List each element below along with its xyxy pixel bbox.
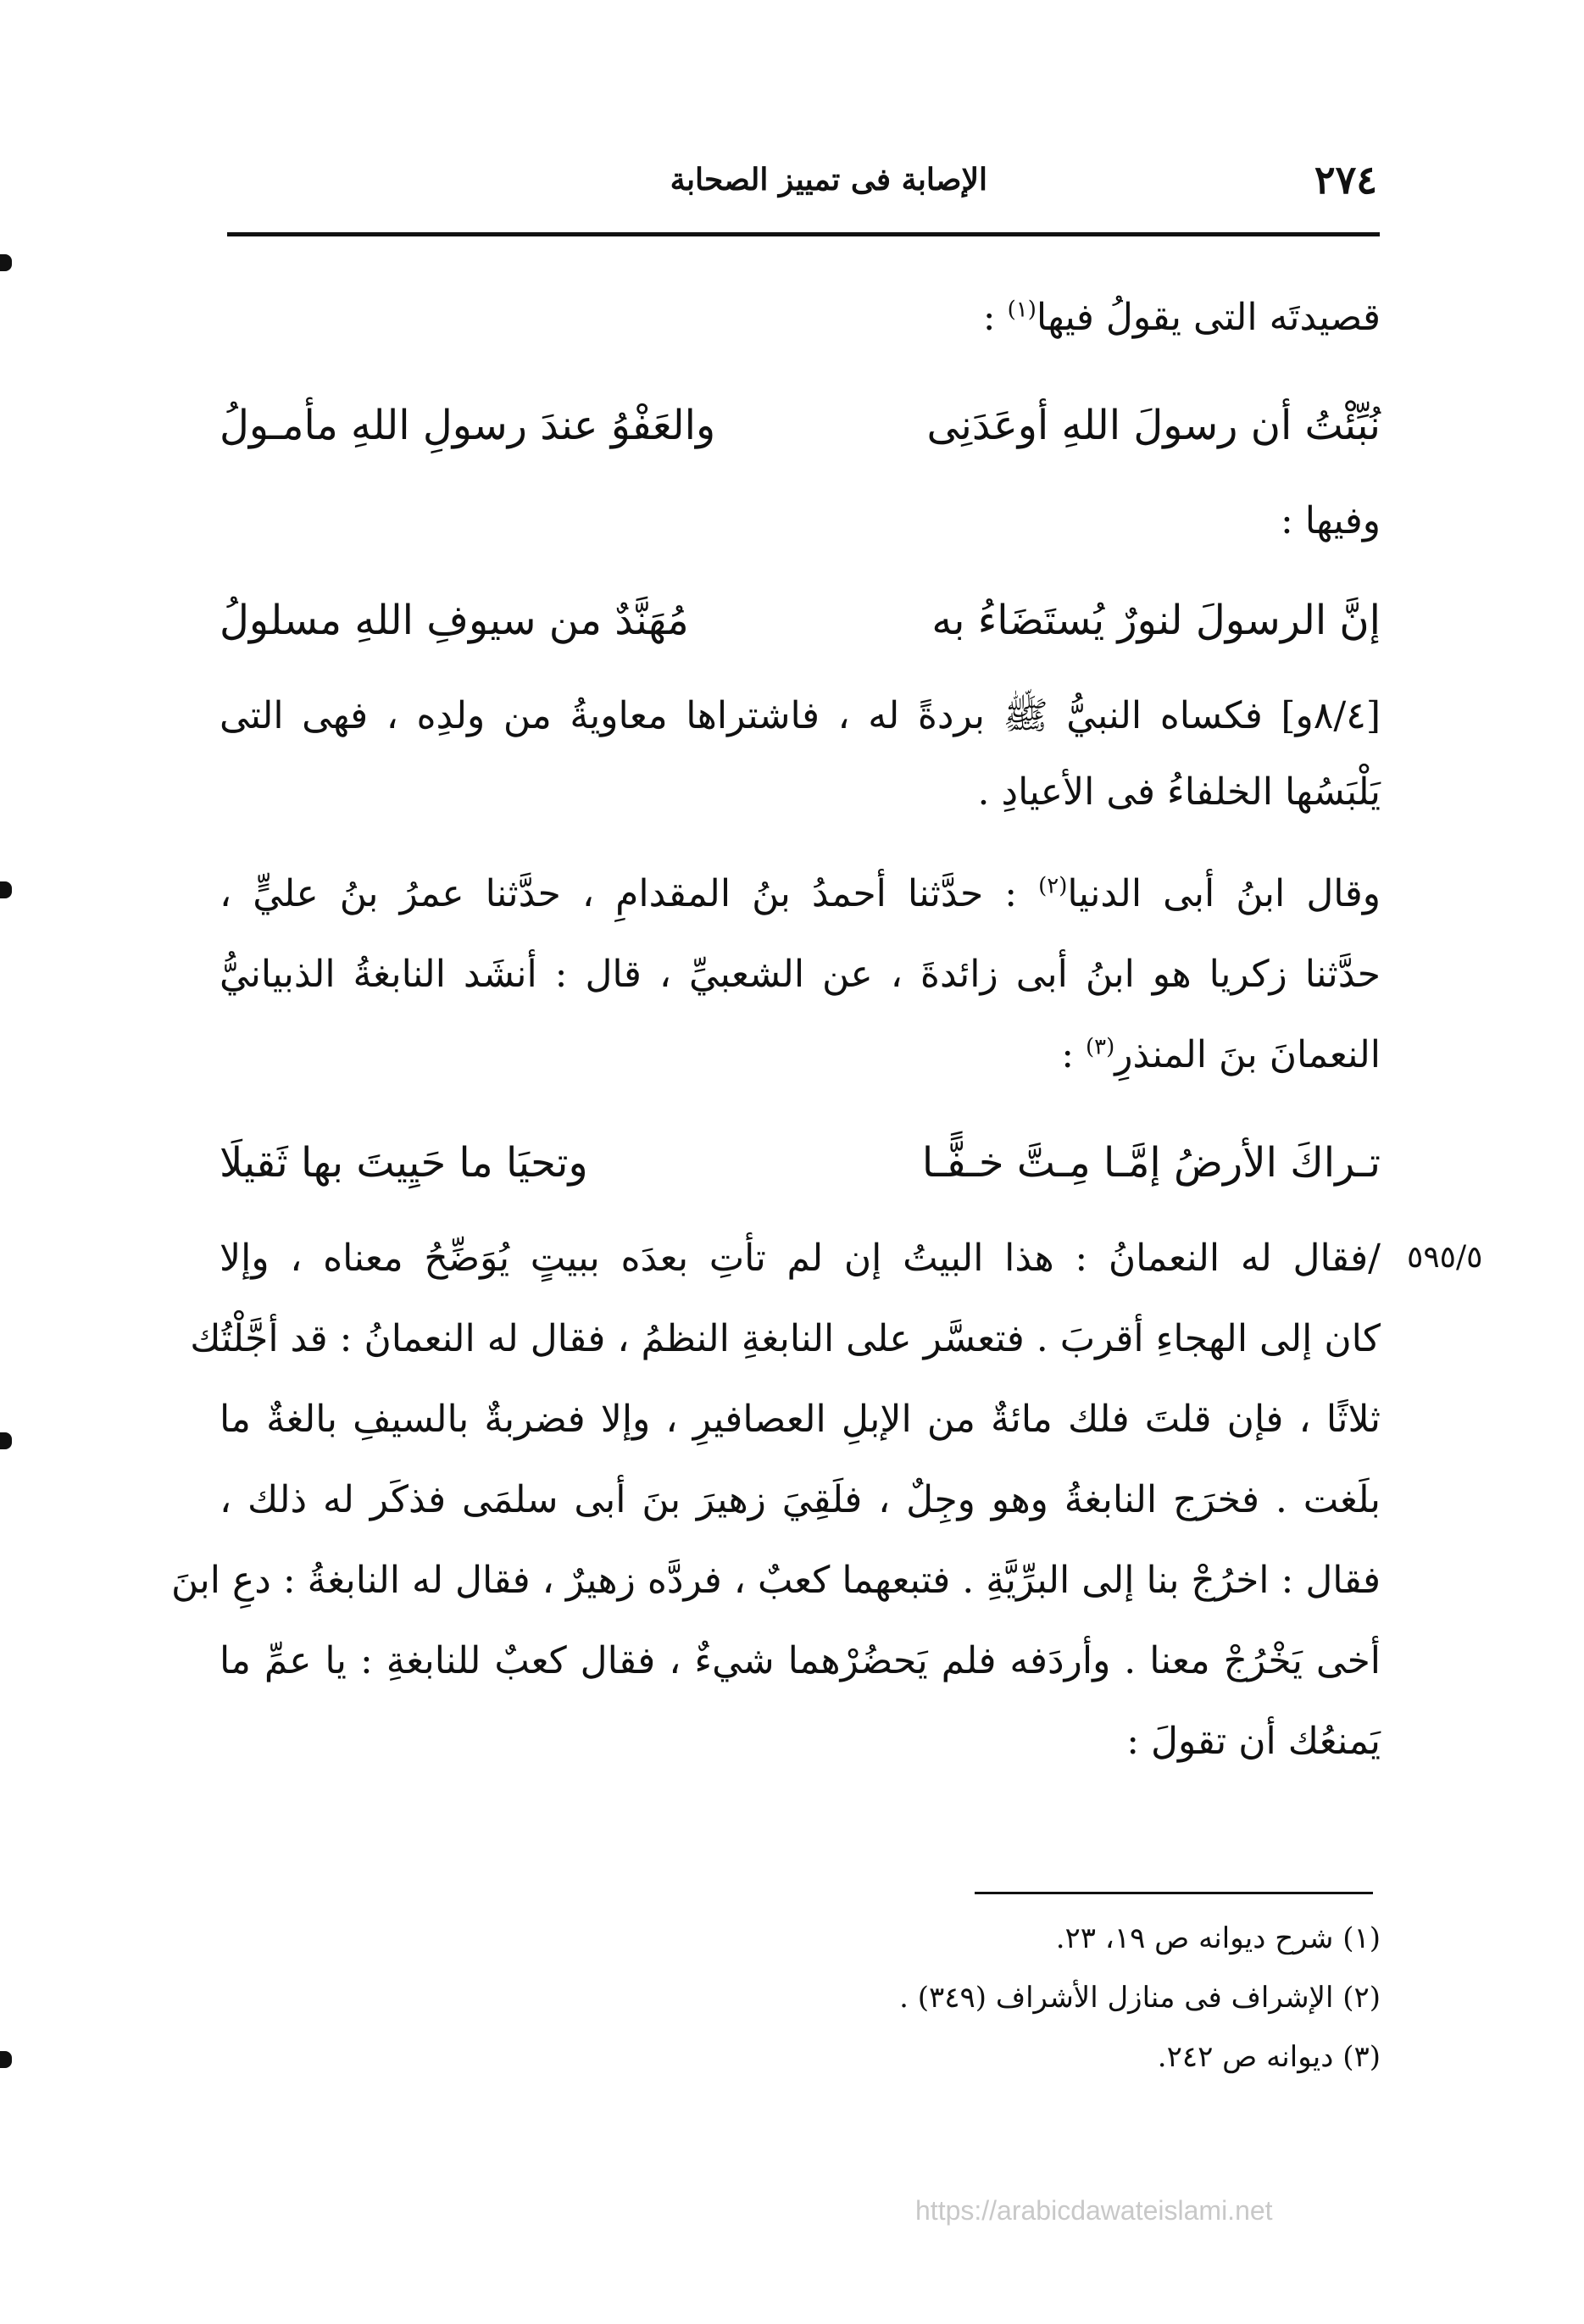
page-header — [229, 157, 1377, 208]
page-number: ٢٧٤ — [1314, 157, 1377, 203]
verse-second-hemistich: مُهَنَّدٌ من سيوفِ اللهِ مسلولُ — [220, 597, 689, 644]
verse-second-hemistich: وتحيَا ما حَيِيتَ بها ثَقيلَا — [220, 1139, 588, 1187]
footnote: (١) شرح ديوانه ص ١٩، ٢٣. — [1055, 1921, 1381, 1955]
text-line: قصيدتَه التى يقولُ فيها$^{(١)}$ : — [982, 296, 1381, 339]
footnote: (٢) الإشراف فى منازل الأشراف (٣٤٩) . — [899, 1981, 1381, 2015]
text-line: النعمانَ بنَ المنذرِ$^{(٣)}$ : — [1061, 1033, 1381, 1076]
text-line: بلَغت . فخرَج النابغةُ وهو وجِلٌ ، فلَقِيَ زهيرَ بنَ أبى سلمَى فذكَر له ذلك ، — [220, 1478, 1381, 1521]
text-line: فقال : اخرُجْ بنا إلى البرِّيَّةِ . فتبعهما كعبٌ ، فردَّه زهيرٌ ، فقال له النابغةُ : دعِ ابنَ — [171, 1559, 1381, 1602]
verse-first-hemistich: إنَّ الرسولَ لنورٌ يُستَضَاءُ به — [931, 597, 1381, 644]
verse-second-hemistich: والعَفْوُ عندَ رسولِ اللهِ مأمـولُ — [220, 402, 716, 449]
verse — [220, 593, 1381, 648]
text-line: وقال ابنُ أبى الدنيا$^{(٢)}$ : حدَّثنا أحمدُ بنُ المقدامِ ، حدَّثنا عمرُ بنُ عليٍّ ، — [220, 872, 1381, 915]
text-line: كان إلى الهجاءِ أقربَ . فتعسَّر على النابغةِ النظمُ ، فقال له النعمانُ : قد أجَّلْتُك — [190, 1317, 1381, 1360]
text-line: /فقال له النعمانُ : هذا البيتُ إن لم تأتِ بعدَه ببيتٍ يُوَضِّحُ معناه ، وإلا — [220, 1237, 1381, 1280]
footnote-rule — [975, 1892, 1373, 1894]
scan-edge-mark — [0, 1432, 12, 1449]
footnote-ref: (٣) — [1086, 1034, 1115, 1060]
footnote: (٣) ديوانه ص ٢٤٢. — [1157, 2040, 1381, 2074]
scan-edge-mark — [0, 254, 12, 271]
verse — [220, 1136, 1381, 1190]
verse-first-hemistich: نُبِّئْتُ أن رسولَ اللهِ أوعَدَنِى — [926, 402, 1381, 449]
text-line: أخى يَخْرُجْ معنا . وأردَفه فلم يَحضُرْهما شيءٌ ، فقال كعبٌ للنابغةِ : يا عمِّ ما — [220, 1639, 1381, 1682]
text-line: ثلاثًا ، فإن قلتَ فلك مائةٌ من الإبلِ العصافيرِ ، وإلا فضربةٌ بالسيفِ بالغةٌ ما — [220, 1398, 1381, 1441]
footnote-ref: (٢) — [1038, 873, 1068, 899]
source-watermark: https://arabicdawateislami.net — [915, 2195, 1273, 2226]
verse — [220, 398, 1381, 453]
footnote-ref: (١) — [1007, 297, 1037, 323]
margin-reference: ٥٩٥/٥ — [1407, 1240, 1483, 1275]
text-line: يَمنعُك أن تقولَ : — [1126, 1720, 1381, 1763]
text-line: يَلْبَسُها الخلفاءُ فى الأعيادِ . — [977, 770, 1381, 814]
text-line: [٨/٤و] فكساه النبيُّ ﷺ بردةً له ، فاشتراها معاويةُ من ولدِه ، فهى التى — [220, 694, 1381, 737]
text-line: وفيها : — [1280, 499, 1381, 542]
header-rule — [227, 232, 1380, 236]
verse-first-hemistich: تـراكَ الأرضُ إمَّـا مِـتَّ خـفًّـا — [921, 1139, 1381, 1187]
book-title: الإصابة فى تمييز الصحابة — [670, 162, 987, 197]
text-line: حدَّثنا زكريا هو ابنُ أبى زائدةَ ، عن الشعبيِّ ، قال : أنشَد النابغةُ الذبيانيُّ — [220, 953, 1381, 996]
scan-edge-mark — [0, 881, 12, 898]
scan-edge-mark — [0, 2051, 12, 2068]
